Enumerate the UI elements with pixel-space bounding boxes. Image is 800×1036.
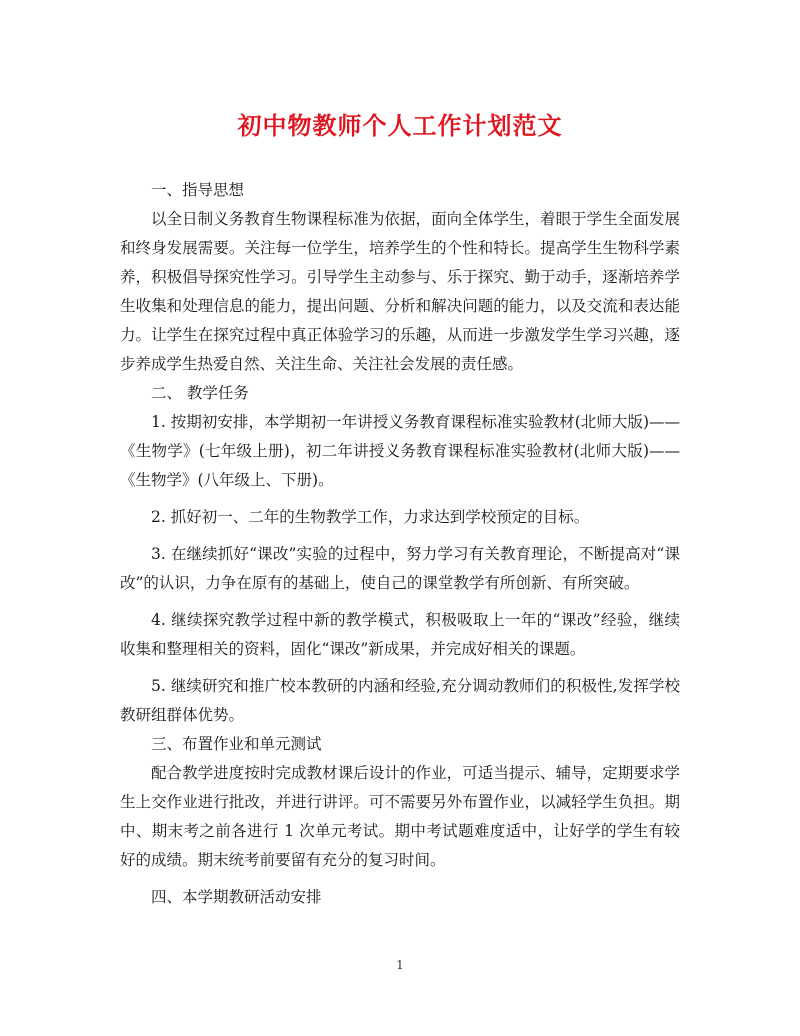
task-item-5: 5. 继续研究和推广校本教研的内涵和经验,充分调动教师们的积极性,发挥学校教研组群体优势。	[120, 677, 680, 724]
section-heading-4: 四、本学期教研活动安排	[151, 888, 322, 906]
task-item-4: 4. 继续探究教学过程中新的教学模式，积极吸取上一年的“课改”经验，继续收集和整理相关的资料，固化“课改”新成果，并完成好相关的课题。	[120, 611, 680, 658]
section-1-paragraph: 以全日制义务教育生物课程标准为依据，面向全体学生，着眼于学生全面发展和终身发展需要。关注每一位学生，培养学生的个性和特长。提高学生生物科学素养，积极倡导探究性学习。引导学生主动参与、乐于探究、勤于动手，逐渐培养学生收集和处理信息的能力，提出问题、分析和解决问题的能力，以及交流和表达能力。让学生在探究过程中真正体验学习的乐趣，从而进一步激发学生学习兴趣，逐步养成学生热爱自然、关注生命、关注社会发展的责任感。	[120, 210, 680, 373]
section-heading-1: 一、指导思想	[151, 181, 245, 199]
section-heading-3: 三、布置作业和单元测试	[151, 735, 322, 753]
task-item-2: 2. 抓好初一、二年的生物教学工作，力求达到学校预定的目标。	[151, 508, 590, 526]
task-item-1: 1. 按期初安排，本学期初一年讲授义务教育课程标准实验教材(北师大版)——《生物学》(七年级上册)，初二年讲授义务教育课程标准实验教材(北师大版)——《生物学》(八年级上、下册)。	[120, 413, 680, 489]
task-item-3: 3. 在继续抓好“课改”实验的过程中，努力学习有关教育理论，不断提高对“课改”的认识，力争在原有的基础上，使自己的课堂教学有所创新、有所突破。	[120, 545, 680, 592]
document-title: 初中物教师个人工作计划范文	[237, 111, 563, 140]
section-heading-2: 二、 教学任务	[151, 384, 249, 402]
section-3-paragraph: 配合教学进度按时完成教材课后设计的作业，可适当提示、辅导，定期要求学生上交作业进行批改，并进行讲评。可不需要另外布置作业，以减轻学生负担。期中、期末考之前各进行 1 次单元考试。期中考试题难度适中，让好学的学生有较好的成绩。期末统考前要留有充分的复习时间。	[120, 764, 680, 869]
document-body	[120, 176, 680, 912]
page-number: 1	[396, 958, 404, 972]
